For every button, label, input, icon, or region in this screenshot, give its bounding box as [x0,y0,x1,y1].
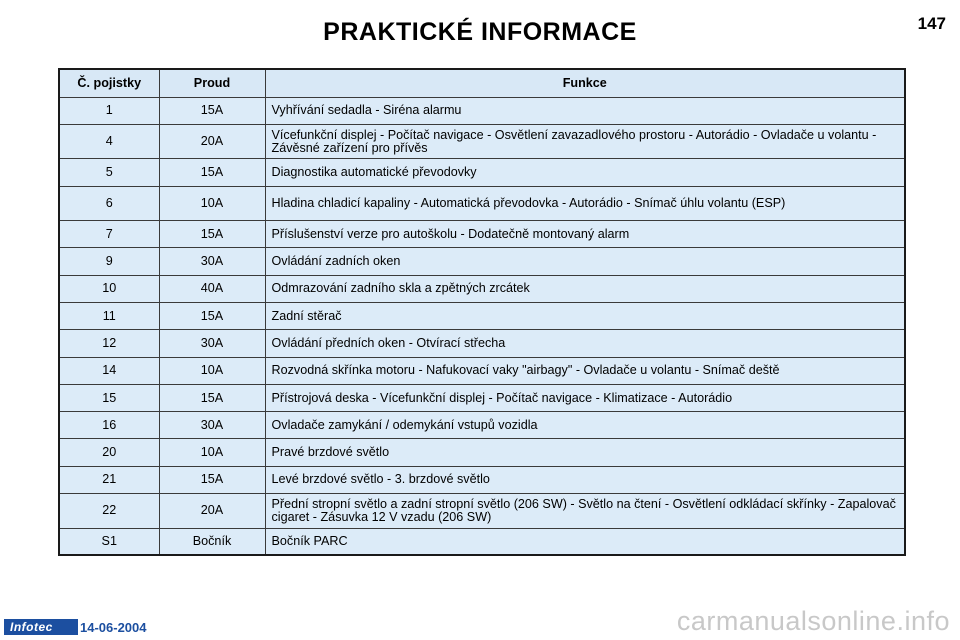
fuse-function: Příslušenství verze pro autoškolu - Dodatečně montovaný alarm [265,221,905,248]
fuse-number: 1 [59,97,159,124]
table-header-row [59,69,905,97]
fuse-current: 15A [159,302,265,329]
table-row [59,302,905,329]
fuse-number: 6 [59,186,159,221]
fuse-table [58,68,906,556]
fuse-number: 15 [59,384,159,411]
header-current: Proud [159,69,265,97]
fuse-number: 10 [59,275,159,302]
header-fuse-number: Č. pojistky [59,69,159,97]
fuse-function: Hladina chladicí kapaliny - Automatická převodovka - Autorádio - Snímač úhlu volantu (ESP) [265,186,905,221]
fuse-function: Ovládání zadních oken [265,248,905,275]
table-row [59,186,905,221]
fuse-number: 14 [59,357,159,384]
fuse-number: 21 [59,466,159,493]
fuse-number: 20 [59,439,159,466]
fuse-number: 16 [59,412,159,439]
table-row [59,159,905,186]
page-number: 147 [917,14,946,33]
fuse-number: 9 [59,248,159,275]
fuse-number: 7 [59,221,159,248]
table-row [59,494,905,529]
table-row [59,275,905,302]
footer-date: 14-06-2004 [80,620,147,635]
table-row [59,466,905,493]
table-row [59,330,905,357]
fuse-function: Ovládání předních oken - Otvírací střecha [265,330,905,357]
fuse-current: 15A [159,466,265,493]
fuse-function: Přední stropní světlo a zadní stropní světlo (206 SW) - Světlo na čtení - Osvětlení odkládací skřínky - Zapalovač cigaret - Zásuvka 12 V vzadu (206 SW) [265,494,905,529]
fuse-function: Levé brzdové světlo - 3. brzdové světlo [265,466,905,493]
fuse-current: 40A [159,275,265,302]
fuse-number: 22 [59,494,159,529]
fuse-current: 10A [159,357,265,384]
fuse-function: Ovladače zamykání / odemykání vstupů vozidla [265,412,905,439]
fuse-current: 20A [159,124,265,159]
table-row [59,124,905,159]
fuse-function: Bočník PARC [265,528,905,555]
watermark: carmanualsonline.info [676,606,950,636]
page-title: PRAKTICKÉ INFORMACE [323,18,637,46]
table-row [59,439,905,466]
fuse-number: S1 [59,528,159,555]
fuse-function: Diagnostika automatické převodovky [265,159,905,186]
fuse-function: Pravé brzdové světlo [265,439,905,466]
fuse-function: Rozvodná skřínka motoru - Nafukovací vaky "airbagy" - Ovladače u volantu - Snímač deště [265,357,905,384]
fuse-current: 10A [159,186,265,221]
fuse-current: 30A [159,412,265,439]
fuse-current: 15A [159,159,265,186]
header-function: Funkce [265,69,905,97]
fuse-function: Zadní stěrač [265,302,905,329]
fuse-current: 30A [159,248,265,275]
fuse-current: 15A [159,384,265,411]
fuse-function: Odmrazování zadního skla a zpětných zrcátek [265,275,905,302]
infotec-logo: Infotec [4,619,78,635]
fuse-function: Vícefunkční displej - Počítač navigace - Osvětlení zavazadlového prostoru - Autorádio - Ovladače u volantu - Závěsné zařízení pro přívěs [265,124,905,159]
fuse-number: 12 [59,330,159,357]
fuse-function: Přístrojová deska - Vícefunkční displej - Počítač navigace - Klimatizace - Autorádio [265,384,905,411]
fuse-number: 4 [59,124,159,159]
fuse-number: 11 [59,302,159,329]
table-row [59,528,905,555]
fuse-current: 15A [159,221,265,248]
table-row [59,248,905,275]
table-row [59,97,905,124]
fuse-current: 10A [159,439,265,466]
fuse-number: 5 [59,159,159,186]
table-row [59,412,905,439]
table-row [59,221,905,248]
fuse-current: 30A [159,330,265,357]
fuse-current: 20A [159,494,265,529]
table-row [59,357,905,384]
fuse-current: 15A [159,97,265,124]
table-row [59,384,905,411]
fuse-current: Bočník [159,528,265,555]
fuse-function: Vyhřívání sedadla - Siréna alarmu [265,97,905,124]
